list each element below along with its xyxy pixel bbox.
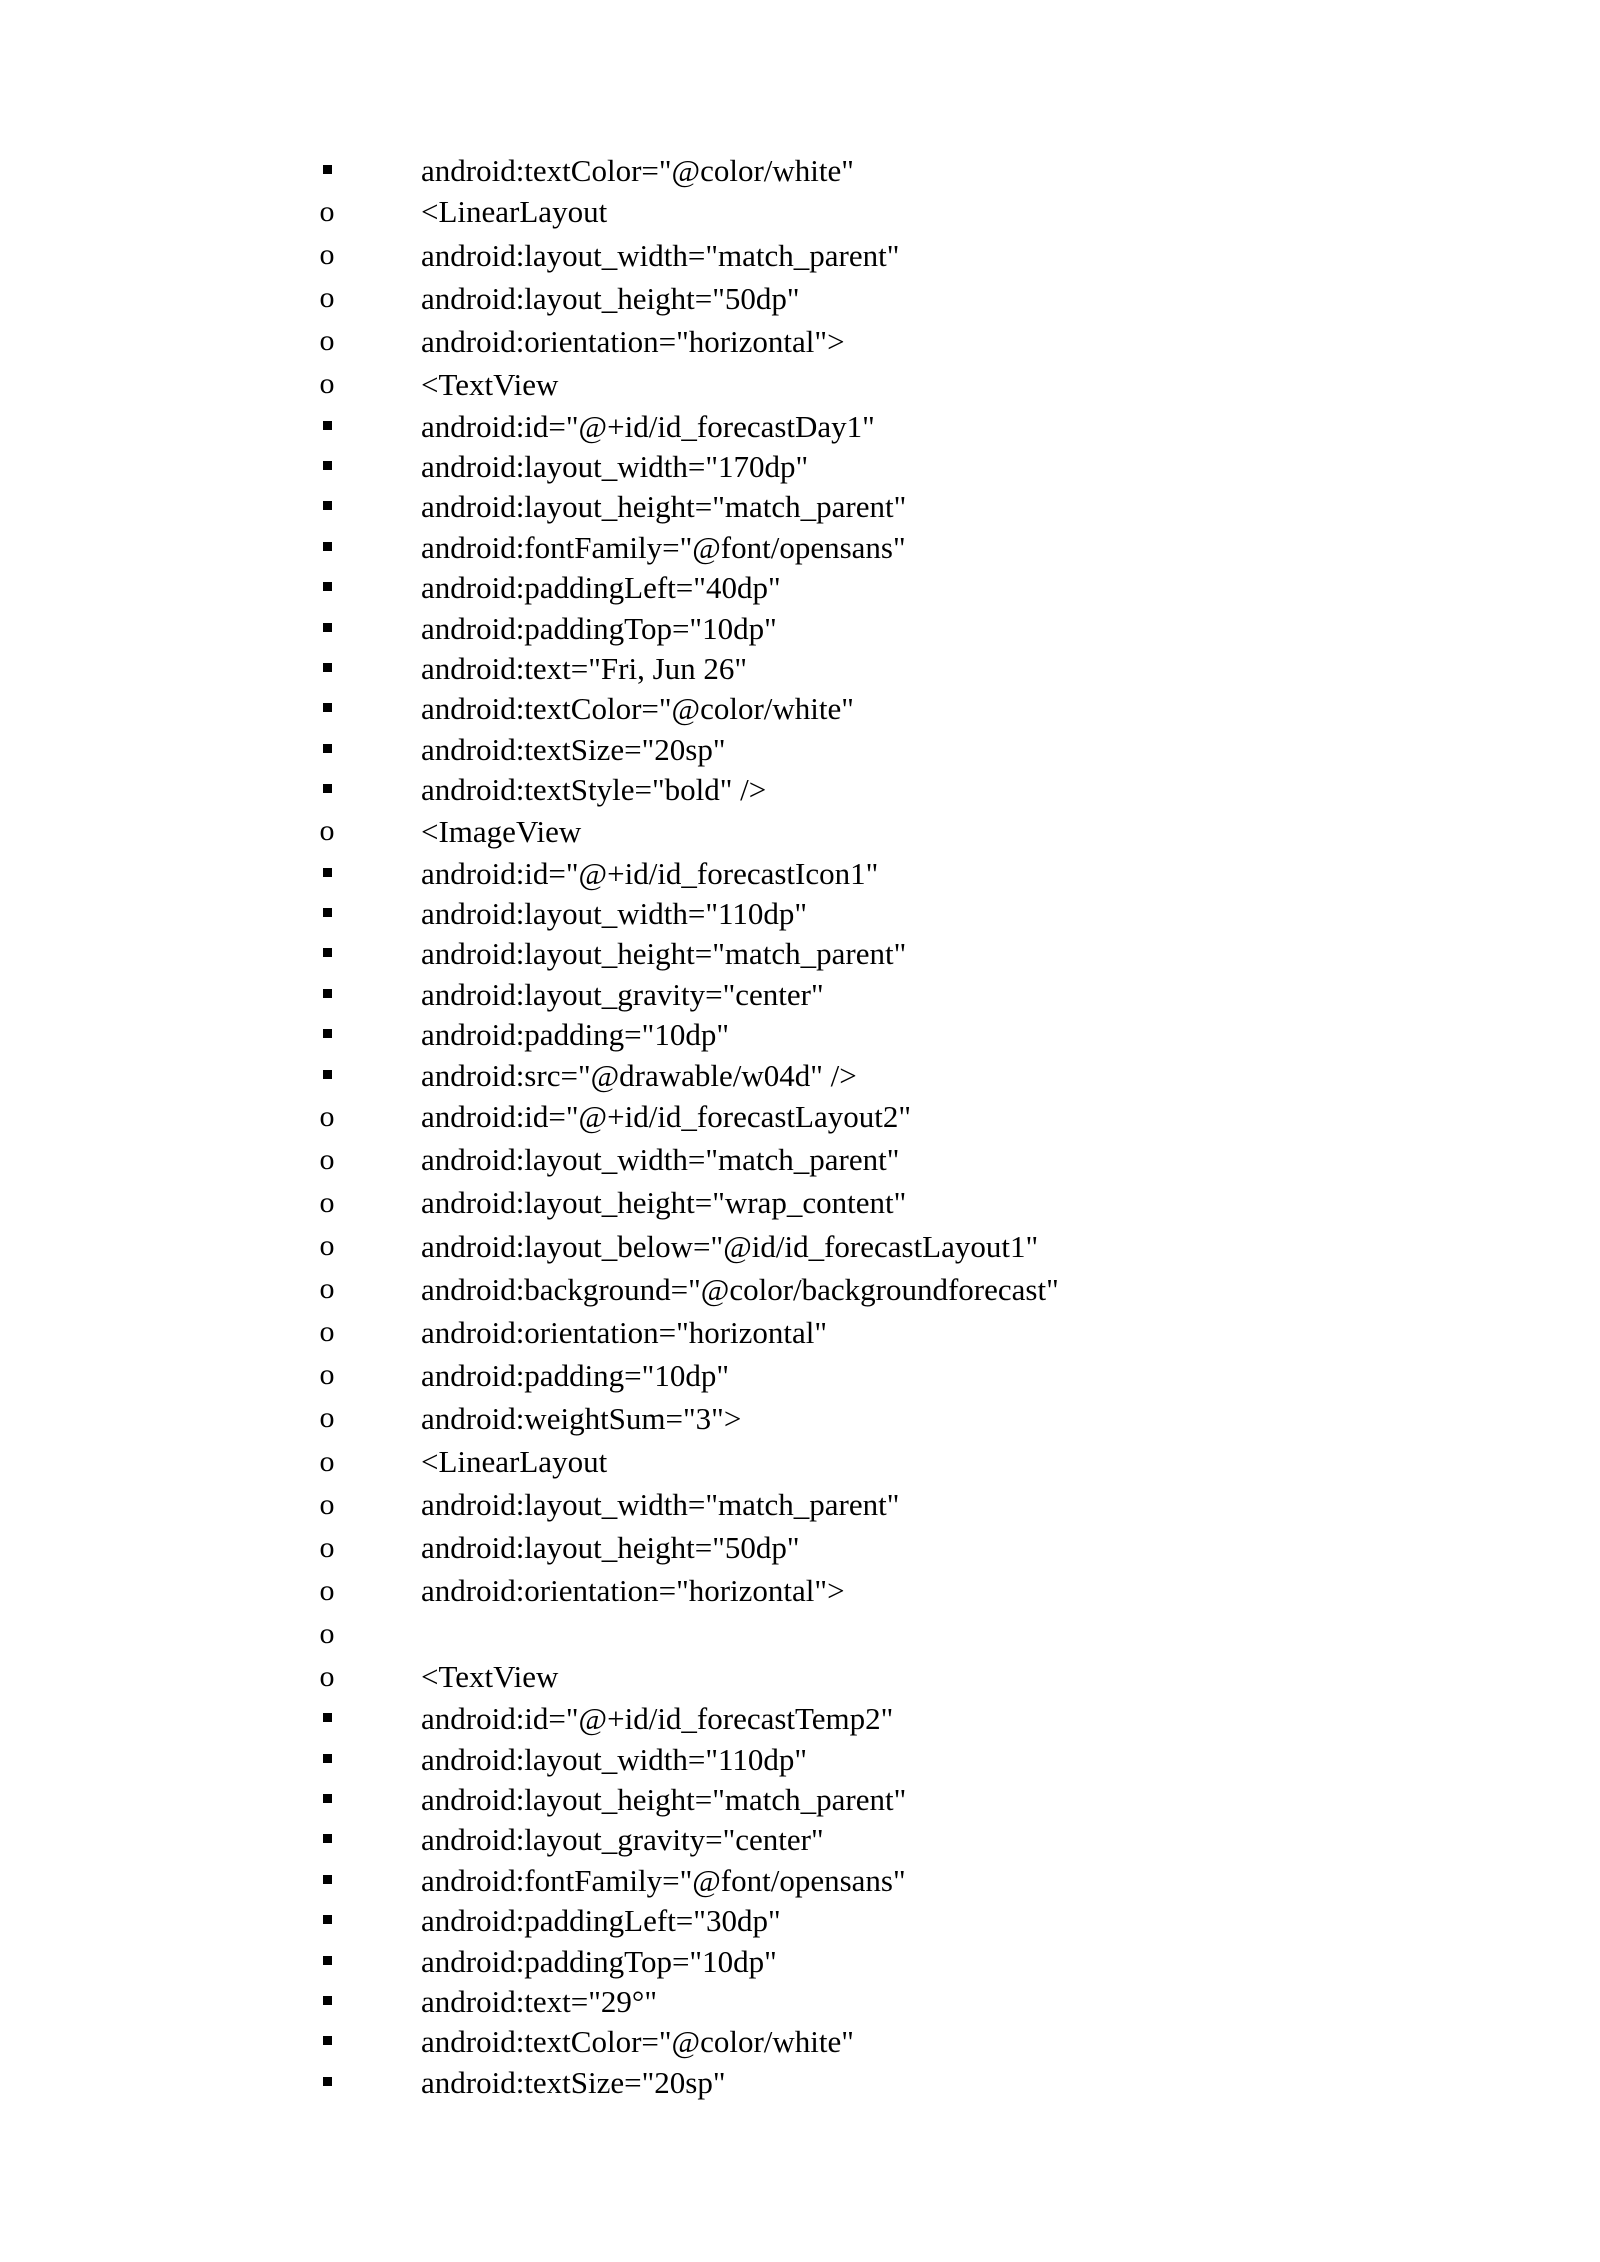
list-item <box>0 233 1600 276</box>
square-bullet-icon <box>316 734 338 764</box>
circle-bullet-marker: o <box>319 1444 335 1478</box>
square-bullet-icon <box>316 1865 338 1895</box>
square-bullet-icon <box>316 573 338 603</box>
list-item-text: android:layout_below="@id/id_forecastLayout1" <box>421 1228 1039 1264</box>
circle-bullet-marker: o <box>319 1659 335 1693</box>
list-item-text: android:layout_width="match_parent" <box>421 1487 900 1523</box>
list-item-text: <TextView <box>421 366 559 402</box>
list-item-text: android:layout_width="110dp" <box>421 1741 808 1777</box>
list-item-text: android:textSize="20sp" <box>421 731 726 767</box>
list-item <box>0 2062 1600 2102</box>
list-item-text: android:layout_width="170dp" <box>421 448 809 484</box>
list-item-text: android:textStyle="bold" /> <box>421 772 767 808</box>
circle-bullet-marker: o <box>319 367 335 401</box>
list-item <box>0 1981 1600 2021</box>
circle-bullet-marker: o <box>319 1573 335 1607</box>
square-bullet-icon <box>316 532 338 562</box>
list-item <box>0 1699 1600 1739</box>
list-item <box>0 853 1600 893</box>
circle-bullet-marker: o <box>319 194 335 228</box>
list-item-text: android:id="@+id/id_forecastTemp2" <box>421 1701 894 1737</box>
list-item <box>0 1397 1600 1440</box>
list-item-text: android:textColor="@color/white" <box>421 691 854 727</box>
square-bullet-icon <box>316 1744 338 1774</box>
list-item-text: android:layout_width="110dp" <box>421 895 808 931</box>
list-item <box>0 1354 1600 1397</box>
square-bullet-icon <box>316 411 338 441</box>
list-item-text: android:textColor="@color/white" <box>421 152 854 188</box>
list-item <box>0 446 1600 486</box>
list-item <box>0 277 1600 320</box>
list-item-text: android:fontFamily="@font/opensans" <box>421 529 906 565</box>
list-item-text: android:layout_height="match_parent" <box>421 936 907 972</box>
list-item-text: android:text="29°" <box>421 1983 657 2019</box>
square-bullet-icon <box>316 613 338 643</box>
list-item-text: android:textColor="@color/white" <box>421 2024 854 2060</box>
circle-bullet-marker: o <box>319 1185 335 1219</box>
list-item-text: <LinearLayout <box>421 194 608 230</box>
list-item <box>0 1440 1600 1483</box>
list-item-text: android:layout_height="match_parent" <box>421 489 907 525</box>
list-item-text: android:weightSum="3"> <box>421 1400 742 1436</box>
list-item-text: android:padding="10dp" <box>421 1357 729 1393</box>
list-item <box>0 1014 1600 1054</box>
circle-bullet-marker: o <box>319 238 335 272</box>
list-item-text: android:padding="10dp" <box>421 1017 729 1053</box>
list-item <box>0 974 1600 1014</box>
list-item-text: android:id="@+id/id_forecastLayout2" <box>421 1099 911 1135</box>
list-item <box>0 1820 1600 1860</box>
list-item <box>0 363 1600 406</box>
list-item <box>0 1181 1600 1224</box>
square-bullet-icon <box>316 939 338 969</box>
circle-bullet-marker: o <box>319 1229 335 1263</box>
list-item <box>0 729 1600 769</box>
list-item-text: <LinearLayout <box>421 1444 608 1479</box>
list-item-text: <TextView <box>421 1659 559 1695</box>
square-bullet-icon <box>316 653 338 683</box>
circle-bullet-marker: o <box>319 1358 335 1392</box>
circle-bullet-marker: o <box>319 1315 335 1349</box>
list-item-text: android:text="Fri, Jun 26" <box>421 650 748 686</box>
square-bullet-icon <box>316 155 338 185</box>
list-item <box>0 1569 1600 1612</box>
square-bullet-icon <box>316 1946 338 1976</box>
square-bullet-icon <box>316 2027 338 2057</box>
list-item-text: android:layout_width="match_parent" <box>421 237 900 273</box>
list-item <box>0 320 1600 363</box>
list-item-text: android:paddingLeft="40dp" <box>421 570 781 606</box>
list-item <box>0 1138 1600 1181</box>
list-item <box>0 1612 1600 1655</box>
list-item-text: android:layout_height="50dp" <box>421 280 800 316</box>
list-item <box>0 1095 1600 1138</box>
square-bullet-icon <box>316 775 338 805</box>
list-item <box>0 1941 1600 1981</box>
list-item-text: android:fontFamily="@font/opensans" <box>421 1862 906 1898</box>
list-item <box>0 1739 1600 1779</box>
list-item <box>0 1224 1600 1267</box>
list-item-text: android:layout_gravity="center" <box>421 1822 824 1858</box>
circle-bullet-marker: o <box>319 1272 335 1306</box>
list-item <box>0 689 1600 729</box>
list-item-text: android:orientation="horizontal"> <box>421 1573 845 1609</box>
square-bullet-icon <box>316 1825 338 1855</box>
list-item <box>0 1483 1600 1526</box>
list-item <box>0 527 1600 567</box>
list-item-text: android:id="@+id/id_forecastIcon1" <box>421 855 879 891</box>
circle-bullet-marker: o <box>319 1099 335 1133</box>
list-item <box>0 1055 1600 1095</box>
list-item <box>0 893 1600 933</box>
square-bullet-icon <box>316 694 338 724</box>
list-item <box>0 769 1600 809</box>
list-item-text: android:layout_height="match_parent" <box>421 1781 907 1817</box>
square-bullet-icon <box>316 1906 338 1936</box>
list-item <box>0 567 1600 607</box>
square-bullet-icon <box>316 2067 338 2097</box>
list-item <box>0 810 1600 853</box>
circle-bullet-marker: o <box>319 1616 335 1650</box>
list-item-text: android:id="@+id/id_forecastDay1" <box>421 408 875 444</box>
list-item-text: android:paddingTop="10dp" <box>421 610 777 646</box>
list-item-text: <ImageView <box>421 813 582 849</box>
square-bullet-icon <box>316 858 338 888</box>
square-bullet-icon <box>316 898 338 928</box>
circle-bullet-marker: o <box>319 324 335 358</box>
square-bullet-icon <box>316 1784 338 1814</box>
square-bullet-icon <box>316 492 338 522</box>
list-item-text: android:orientation="horizontal" <box>421 1314 828 1350</box>
list-item <box>0 1311 1600 1354</box>
list-item <box>0 406 1600 446</box>
list-item-text: android:layout_height="50dp" <box>421 1530 800 1566</box>
circle-bullet-marker: o <box>319 1530 335 1564</box>
list-item-text: android:layout_width="match_parent" <box>421 1142 900 1178</box>
square-bullet-icon <box>316 451 338 481</box>
circle-bullet-marker: o <box>319 281 335 315</box>
list-item-text: android:background="@color/backgroundforecast" <box>421 1271 1059 1307</box>
list-item <box>0 1268 1600 1311</box>
circle-bullet-marker: o <box>319 1487 335 1521</box>
list-item-text: android:paddingTop="10dp" <box>421 1943 777 1979</box>
square-bullet-icon <box>316 1986 338 2016</box>
list-item <box>0 2022 1600 2062</box>
list-item <box>0 487 1600 527</box>
list-item-text: android:src="@drawable/w04d" /> <box>421 1057 857 1093</box>
list-item <box>0 608 1600 648</box>
square-bullet-icon <box>316 979 338 1009</box>
list-item-text: android:textSize="20sp" <box>421 2064 726 2100</box>
list-item <box>0 1655 1600 1698</box>
list-item <box>0 1900 1600 1940</box>
square-bullet-icon <box>316 1704 338 1734</box>
list-item <box>0 190 1600 233</box>
list-item-text: android:orientation="horizontal"> <box>421 323 845 359</box>
circle-bullet-marker: o <box>319 1401 335 1435</box>
square-bullet-icon <box>316 1020 338 1050</box>
list-item <box>0 1526 1600 1569</box>
list-item <box>0 1779 1600 1819</box>
list-item-text: android:paddingLeft="30dp" <box>421 1903 781 1939</box>
circle-bullet-marker: o <box>319 1142 335 1176</box>
list-item <box>0 1860 1600 1900</box>
list-item <box>0 934 1600 974</box>
list-item-text: android:layout_height="wrap_content" <box>421 1185 907 1221</box>
circle-bullet-marker: o <box>319 814 335 848</box>
square-bullet-icon <box>316 1060 338 1090</box>
list-item-text: android:layout_gravity="center" <box>421 976 824 1012</box>
list-item <box>0 150 1600 190</box>
code-bullet-list <box>0 150 1600 2102</box>
list-item <box>0 648 1600 688</box>
